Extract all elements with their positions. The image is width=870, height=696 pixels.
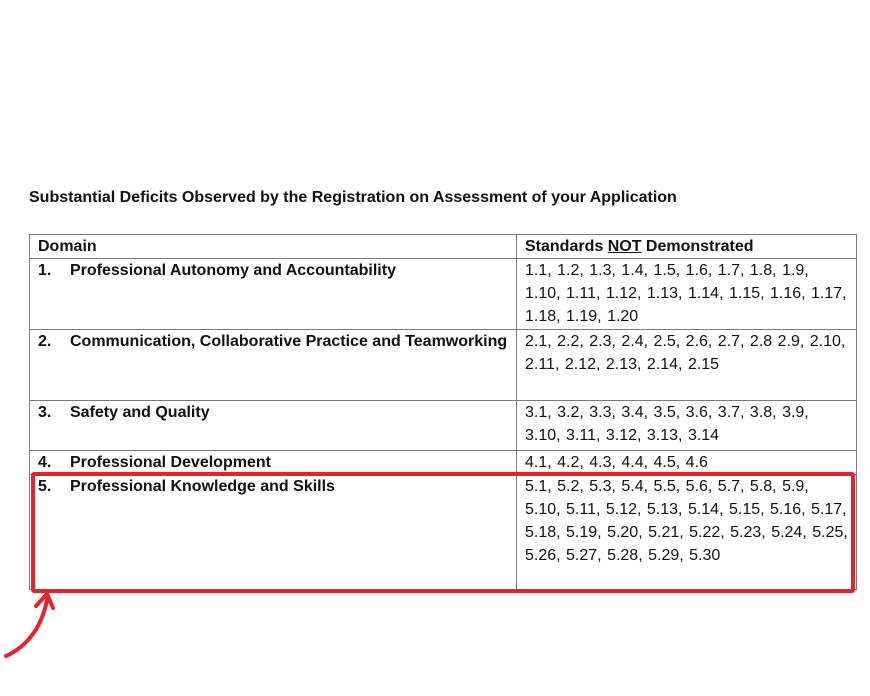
standards-list: 5.1, 5.2, 5.3, 5.4, 5.5, 5.6, 5.7, 5.8, 5.9, 5.10, 5.11, 5.12, 5.13, 5.14, 5.15, 5.16, 5.17, 5.18, 5.19, 5.20, 5.21, 5.22, 5.23, 5.24, 5.25, 5.26, 5.27, 5.28, 5.29, 5.30	[525, 478, 848, 564]
table-header-row	[30, 235, 857, 259]
standards-list: 2.1, 2.2, 2.3, 2.4, 2.5, 2.6, 2.7, 2.8 2.9, 2.10, 2.11, 2.12, 2.13, 2.14, 2.15	[525, 333, 846, 373]
standards-cell	[517, 259, 857, 330]
domain-cell	[30, 451, 517, 475]
domain-name: Professional Knowledge and Skills	[70, 478, 335, 495]
standards-list: 1.1, 1.2, 1.3, 1.4, 1.5, 1.6, 1.7, 1.8, 1.9, 1.10, 1.11, 1.12, 1.13, 1.14, 1.15, 1.16, 1.17, 1.18, 1.19, 1.20	[525, 262, 847, 325]
domain-number: 1.	[38, 262, 52, 279]
domain-name: Safety and Quality	[70, 404, 210, 421]
table-row	[30, 475, 857, 590]
domain-cell	[30, 330, 517, 401]
standards-cell	[517, 330, 857, 401]
table-row	[30, 330, 857, 401]
domain-name: Communication, Collaborative Practice and Teamworking	[70, 333, 508, 350]
standards-cell	[517, 475, 857, 590]
domain-number: 3.	[38, 404, 52, 421]
table-row	[30, 451, 857, 475]
standards-header: Standards NOT Demonstrated	[517, 235, 857, 259]
annotation-arrow-icon	[0, 586, 70, 686]
domain-name: Professional Autonomy and Accountability	[70, 262, 396, 279]
standards-cell	[517, 401, 857, 451]
document-title: Substantial Deficits Observed by the Registration on Assessment of your Application	[29, 189, 677, 206]
standards-cell	[517, 451, 857, 475]
table-row	[30, 259, 857, 330]
domain-name: Professional Development	[70, 454, 271, 471]
domain-header: Domain	[30, 235, 517, 259]
deficits-table	[29, 234, 857, 590]
domain-cell	[30, 475, 517, 590]
domain-cell	[30, 401, 517, 451]
not-emphasis: NOT	[607, 238, 642, 255]
domain-number: 2.	[38, 333, 52, 350]
standards-list: 3.1, 3.2, 3.3, 3.4, 3.5, 3.6, 3.7, 3.8, 3.9, 3.10, 3.11, 3.12, 3.13, 3.14	[525, 404, 809, 444]
domain-number: 5.	[38, 478, 52, 495]
domain-cell	[30, 259, 517, 330]
domain-number: 4.	[38, 454, 52, 471]
table-row	[30, 401, 857, 451]
standards-list: 4.1, 4.2, 4.3, 4.4, 4.5, 4.6	[525, 454, 708, 471]
